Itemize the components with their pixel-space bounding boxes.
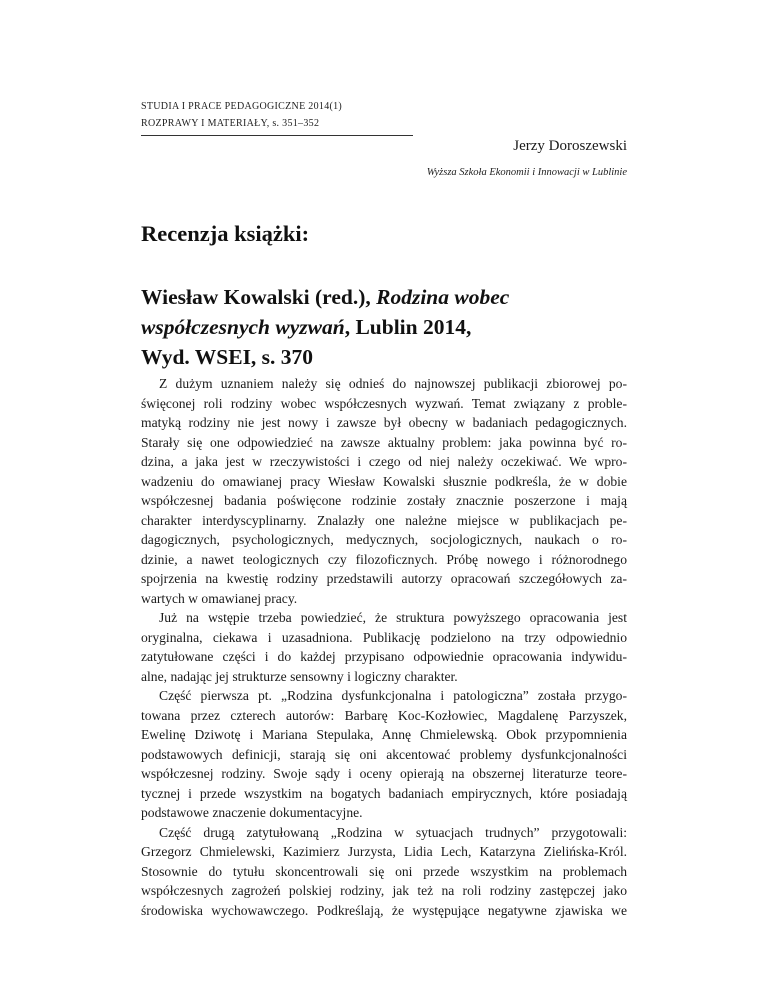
body-line: oryginalna, ciekawa i uzasadniona. Publikację podzielono na trzy odpowiednio: [141, 629, 627, 645]
body-line: dzinie, a nawet teologicznych czy filozoficznych. Próbę nowego i różnorodnego: [141, 551, 627, 567]
body-line: podstawowe znaczenie dokumentacyjne.: [141, 805, 363, 820]
book-place-year: , Lublin 2014,: [344, 315, 472, 339]
book-title-part-2: współczesnych wyzwań: [141, 315, 345, 339]
body-line: Starały się one odpowiedzieć na zawsze aktualny problem: jaka powinna być ro-: [141, 434, 627, 450]
body-line: towana przez czterech autorów: Barbarę Koc-Kozłowiec, Magdalenę Parzyszek,: [141, 707, 627, 723]
body-line: współczesnych zagrożeń polskiej rodziny, jak też na roli rodziny zastępczej jako: [141, 883, 627, 898]
body-line: Część pierwsza pt. „Rodzina dysfunkcjonalna i patologiczna” została przygo-: [159, 688, 627, 703]
body-line: święconej roli rodziny wobec współczesnych wyzwań. Temat związany z proble-: [141, 395, 627, 411]
body-line: tycznej i przede wszystkim na bogatych badaniach empirycznych, które posiadają: [141, 785, 627, 801]
section-heading: Recenzja książki:: [141, 221, 310, 246]
body-line: dagogicznych, psychologicznych, medycznych, socjologicznych, naukach o ro-: [141, 532, 627, 547]
body-line: podstawowych definicji, starają się oni akcentować problemy dysfunkcjonalności: [141, 746, 627, 762]
book-title: [141, 282, 641, 372]
review-body: [141, 374, 627, 920]
book-editor: Wiesław Kowalski (red.),: [141, 285, 377, 309]
author-affiliation: Wyższa Szkoła Ekonomii i Innowacji w Lublinie: [426, 167, 627, 178]
body-line: Już na wstępie trzeba powiedzieć, że struktura powyższego opracowania jest: [159, 610, 627, 625]
body-line: wartych w omawianej pracy.: [141, 590, 298, 606]
body-line: spojrzenia na kwestię rodziny przedstawili autorzy opracowań szczegółowych za-: [141, 571, 627, 586]
body-line: zatytułowane części i do każdej przypisano odpowiednie opracowania indywidu-: [141, 649, 627, 664]
running-header: [141, 100, 441, 136]
body-line: wadzeniu do omawianej pracy Wiesław Kowalski słusznie podkreśla, że w dobie: [141, 473, 627, 489]
body-line: Z dużym uznaniem należy się odnieś do najnowszej publikacji zbiorowej po-: [159, 376, 627, 391]
header-rule: [141, 135, 413, 136]
body-line: Grzegorz Chmielewski, Kazimierz Jurzysta, Lidia Lech, Katarzyna Zielińska-Król.: [141, 844, 627, 859]
book-title-line-2: [141, 312, 641, 342]
book-publisher: Wyd. WSEI, s. 370: [141, 345, 314, 369]
body-line: dzina, a jaka jest w rzeczywistości i czego od niej należy oczekiwać. We wpro-: [141, 454, 627, 469]
body-line: charakter interdyscyplinarny. Znalazły one należne miejsce w publikacjach pe-: [141, 512, 627, 528]
book-title-line-1: [141, 282, 641, 312]
body-line: współczesnej rodziny. Swoje sądy i oceny opierają na obszernej literaturze teore-: [141, 766, 627, 781]
body-line: alne, nadając jej strukturze sensowny i logiczny charakter.: [141, 668, 458, 684]
section-line: ROZPRAWY I MATERIAŁY, s. 351–352: [141, 118, 320, 129]
author-name: Jerzy Doroszewski: [513, 138, 627, 154]
book-title-part-1: Rodzina wobec: [376, 285, 510, 309]
body-line: współczesnej badania poświęcone rodzinie zostały znacznie poszerzone i mają: [141, 493, 627, 508]
journal-line: STUDIA I PRACE PEDAGOGICZNE 2014(1): [141, 101, 343, 112]
body-line: matyką rodziny nie jest nowy i zawsze był obecny w badaniach pedagogicznych.: [141, 415, 627, 430]
body-line: Część drugą zatytułowaną „Rodzina w sytuacjach trudnych” przygotowali:: [159, 824, 627, 840]
body-line: Ewelinę Dziwotę i Mariana Stepulaka, Annę Chmielewską. Obok przypomnienia: [141, 727, 627, 742]
body-line: środowiska wychowawczego. Podkreślają, że występujące negatywne zjawiska we: [141, 902, 627, 918]
body-line: Stosownie do tytułu skoncentrowali się oni przede wszystkim na problemach: [141, 863, 627, 879]
